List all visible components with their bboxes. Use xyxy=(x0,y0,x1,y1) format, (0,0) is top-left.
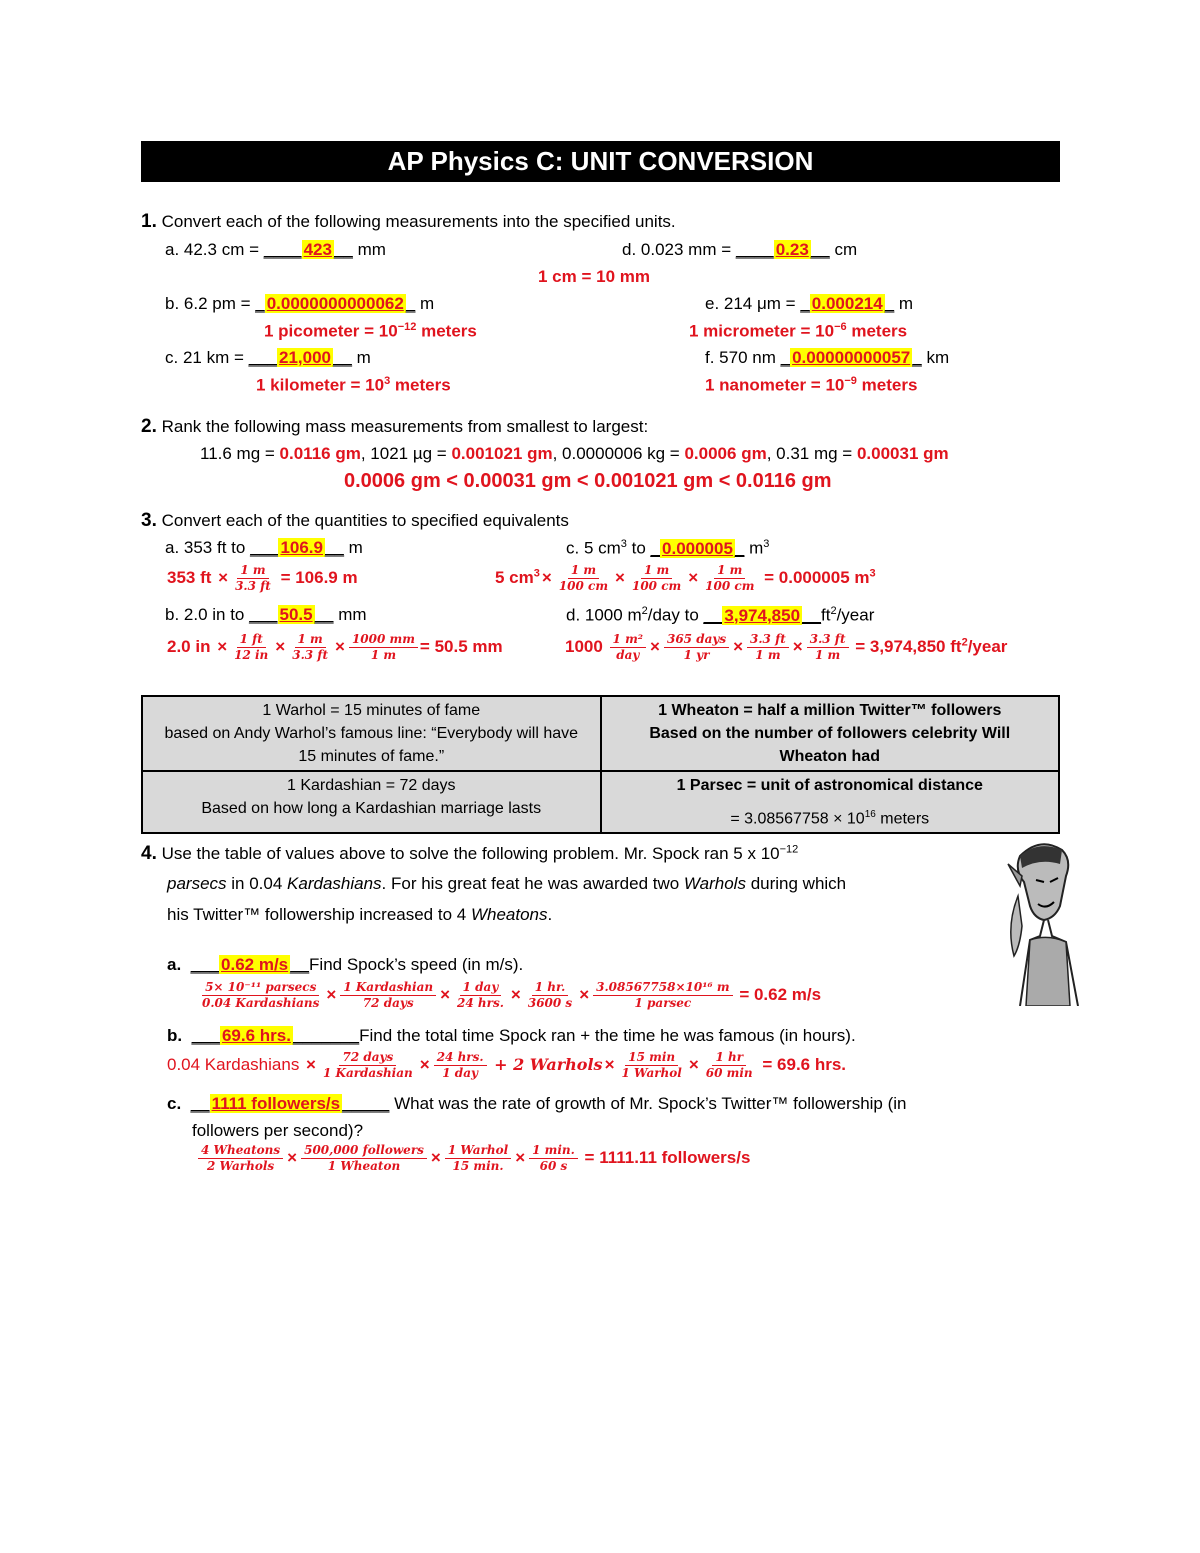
q4-line2-text: in 0.04 xyxy=(226,874,288,893)
frac-num: 15 min xyxy=(625,1050,678,1066)
fraction xyxy=(629,563,684,594)
frac-num: 1 m xyxy=(714,563,745,579)
fraction xyxy=(593,980,732,1011)
q4-line2-text3: during which xyxy=(745,874,847,893)
q1a-label: a. 42.3 cm = xyxy=(165,240,264,259)
q4-line1 xyxy=(141,843,798,865)
frac-num: 5× 10⁻¹¹ parsecs xyxy=(202,980,319,996)
q3c-work-end: = 0.000005 m xyxy=(759,567,870,587)
q4b-question: Find the total time Spock ran + the time he was famous (in hours). xyxy=(359,1026,856,1045)
q3a-work-end: = 106.9 m xyxy=(275,567,358,587)
table-cell-kardashian xyxy=(142,771,601,833)
q4b-work xyxy=(167,1050,846,1081)
q4a-work xyxy=(197,980,821,1011)
q1-note-nano-text: 1 nanometer = 10 xyxy=(705,375,845,395)
q4b-result: = 69.6 hrs. xyxy=(757,1054,847,1074)
q1b-label: b. 6.2 pm = xyxy=(165,294,256,313)
q2-item-sep: , xyxy=(766,444,777,463)
q3b-answer: 50.5 xyxy=(279,605,313,624)
q1a: a. 42.3 cm = ____ 423 __ mm xyxy=(165,240,386,259)
q2-number: 2. xyxy=(141,416,157,437)
q1c: c. 21 km = ___ 21,000 __ m xyxy=(165,348,371,367)
q3d-label-sup: 2 xyxy=(641,605,648,617)
frac-den: 1 Kardashian xyxy=(322,1066,413,1080)
wheaton-note: Based on the number of followers celebrity Will Wheaton had xyxy=(649,725,1011,765)
frac-den: 60 min xyxy=(705,1066,753,1080)
table-cell-parsec xyxy=(601,771,1060,833)
parsec-value-unit: meters xyxy=(875,810,930,828)
q4a-question: Find Spock’s speed (in m/s). xyxy=(309,955,524,974)
q3b-unit: mm xyxy=(333,605,367,624)
q3b-label: b. 2.0 in to xyxy=(165,605,250,624)
frac-den: 100 cm xyxy=(705,579,755,593)
q1-note-kilo-unit: meters xyxy=(390,375,451,395)
q1-note-kilo-text: 1 kilometer = 10 xyxy=(256,375,385,395)
q3d-work-end2: /year xyxy=(967,636,1008,656)
fraction xyxy=(702,563,757,594)
q3c-work-end-sup: 3 xyxy=(869,567,876,580)
fraction xyxy=(289,632,331,663)
q3d-work-start: 1000 xyxy=(565,636,608,656)
q3c-label2: to xyxy=(626,538,651,558)
q4a-result: = 0.62 m/s xyxy=(734,984,822,1004)
q3c-unit: m xyxy=(744,538,764,558)
q1-note-kilo-exp: 3 xyxy=(384,375,391,387)
warhol-def: 1 Warhol = 15 minutes of fame xyxy=(262,702,481,719)
q3d-work-end: = 3,974,850 ft xyxy=(850,636,962,656)
times-sign: × xyxy=(419,1054,430,1074)
q4-kardashians: Kardashians xyxy=(287,874,382,893)
kardashian-note: Based on how long a Kardashian marriage lasts xyxy=(201,800,542,817)
q1d-answer: 0.23 xyxy=(775,240,809,259)
q4c: c. __ 1111 followers/s _____ What was the rate of growth of Mr. Spock’s Twitter™ followership (in xyxy=(167,1094,907,1113)
frac-num: 1 m² xyxy=(610,632,646,648)
q4b-label: b. xyxy=(167,1026,183,1045)
q2-item-sep: , xyxy=(552,444,563,463)
parsec-value xyxy=(610,803,1051,830)
fraction xyxy=(619,1050,685,1081)
q2-prompt xyxy=(141,416,648,438)
q4c-answer: 1111 followers/s xyxy=(211,1094,341,1113)
frac-den: 3.3 ft xyxy=(235,579,271,593)
q3d-unit2: /year xyxy=(836,605,875,625)
fraction xyxy=(198,1143,283,1174)
times-sign: × xyxy=(440,984,451,1004)
frac-num: 3.3 ft xyxy=(747,632,789,648)
q3c-label-sup: 3 xyxy=(620,538,627,550)
q4-warhols: Warhols xyxy=(683,874,746,893)
q3-number: 3. xyxy=(141,510,157,531)
frac-num: 72 days xyxy=(339,1050,396,1066)
fraction xyxy=(231,632,271,663)
frac-num: 1 m xyxy=(237,563,268,579)
fraction xyxy=(807,632,849,663)
fraction xyxy=(454,980,507,1011)
times-sign: × xyxy=(515,1147,526,1167)
q3b-work-end: = 50.5 mm xyxy=(419,636,503,656)
q3c-label: c. 5 cm xyxy=(566,538,621,558)
q1-note-cm: 1 cm = 10 mm xyxy=(538,267,650,286)
q1b-answer: 0.0000000000062 xyxy=(266,294,404,313)
frac-den: 60 s xyxy=(539,1159,568,1173)
q2-item-conv: 0.001021 gm xyxy=(451,444,553,463)
q3b-work-start: 2.0 in xyxy=(167,636,216,656)
q1-note-nano-unit: meters xyxy=(856,375,918,395)
q2-item-given: 0.0000006 kg = xyxy=(562,444,685,463)
q4-parsecs: parsecs xyxy=(167,874,227,893)
frac-num: 1 m xyxy=(295,632,326,648)
times-sign: × xyxy=(688,1054,699,1074)
q1b: b. 6.2 pm = _ 0.0000000000062 _ m xyxy=(165,294,435,313)
frac-num: 1 min. xyxy=(529,1143,578,1159)
fraction xyxy=(340,980,436,1011)
times-sign: × xyxy=(579,984,590,1004)
q4b-plus: + 2 Warhols xyxy=(488,1054,603,1074)
q3c-unit-sup: 3 xyxy=(763,538,770,550)
frac-den: 3600 s xyxy=(527,996,573,1010)
q2-item-sep: , xyxy=(360,444,371,463)
q4c-work xyxy=(196,1143,750,1174)
fraction xyxy=(349,632,418,663)
times-sign: × xyxy=(430,1147,441,1167)
fraction xyxy=(301,1143,427,1174)
frac-den: 1 m xyxy=(755,648,781,662)
q1e-label: e. 214 μm = xyxy=(705,294,801,313)
times-sign: × xyxy=(604,1054,615,1074)
frac-num: 4 Wheatons xyxy=(198,1143,283,1159)
q3c-answer: 0.000005 xyxy=(662,538,733,558)
fraction xyxy=(232,563,274,594)
fraction xyxy=(199,980,322,1011)
fraction xyxy=(525,980,575,1011)
q4-number: 4. xyxy=(141,843,157,864)
parsec-value-text: = 3.08567758 × 10 xyxy=(730,810,865,828)
frac-num: 3.08567758×10¹⁶ m xyxy=(593,980,732,996)
q1d-label: d. 0.023 mm = xyxy=(622,240,736,259)
fraction xyxy=(320,1050,416,1081)
frac-den: 24 hrs. xyxy=(457,996,504,1010)
q4c-label: c. xyxy=(167,1094,182,1113)
frac-num: 1 ft xyxy=(237,632,266,648)
q3b-work xyxy=(167,632,503,663)
q3d-work xyxy=(565,632,1007,663)
q4b: b. ___ 69.6 hrs. _______Find the total time Spock ran + the time he was famous (in hours). xyxy=(167,1026,856,1045)
q3d: d. 1000 $m^2$/day to __ 3,974,850 $\_\_ft^2$/year xyxy=(566,605,875,625)
q1-note-micro-exp: −6 xyxy=(834,321,847,333)
frac-den: 100 cm xyxy=(558,579,609,593)
q3d-label2: /day to xyxy=(647,605,704,625)
q3d-work-end-sup: 2 xyxy=(961,636,968,649)
frac-num: 3.3 ft xyxy=(807,632,849,648)
q1-note-micro-text: 1 micrometer = 10 xyxy=(689,321,835,341)
q1b-unit: m xyxy=(415,294,435,313)
frac-den: 12 in xyxy=(234,648,269,662)
table-cell-warhol xyxy=(142,696,601,771)
q3a: a. 353 ft to ___ 106.9 __ m xyxy=(165,538,363,557)
q1-note-micro-unit: meters xyxy=(846,321,908,341)
frac-den: 1 m xyxy=(370,648,397,662)
times-sign: × xyxy=(335,636,345,656)
q2-items xyxy=(200,444,949,464)
q3a-work xyxy=(167,563,358,594)
parsec-value-exp: 16 xyxy=(864,809,876,820)
fraction xyxy=(664,632,729,663)
times-sign: × xyxy=(792,636,803,656)
q2-item-given: 1021 µg = xyxy=(370,444,452,463)
q1-note-pico-unit: meters xyxy=(416,321,477,341)
q4c-question2: followers per second)? xyxy=(192,1121,364,1140)
q4c-question: What was the rate of growth of Mr. Spock’s Twitter™ followership (in xyxy=(389,1094,907,1113)
frac-num: 500,000 followers xyxy=(301,1143,427,1159)
q1-note-kilo xyxy=(256,375,451,396)
q2-prompt-text: Rank the following mass measurements from smallest to largest: xyxy=(161,417,649,436)
times-sign: × xyxy=(650,636,660,656)
q1-prompt-text: Convert each of the following measurements into the specified units. xyxy=(161,212,676,231)
q4c-result: = 1111.11 followers/s xyxy=(579,1147,751,1167)
q1c-answer: 21,000 xyxy=(279,348,331,367)
fraction xyxy=(445,1143,511,1174)
frac-den: 72 days xyxy=(362,996,414,1010)
q4a-answer: 0.62 m/s xyxy=(221,955,289,974)
q1f: f. 570 nm _ 0.00000000057 _ km xyxy=(705,348,950,367)
q1f-label: f. 570 nm xyxy=(705,348,781,367)
q1-prompt xyxy=(141,211,676,233)
spock-illustration xyxy=(1000,836,1088,1006)
kardashian-def: 1 Kardashian = 72 days xyxy=(286,777,456,794)
frac-den: day xyxy=(616,648,640,662)
frac-num: 1 Kardashian xyxy=(340,980,436,996)
q2-item-given: 0.31 mg = xyxy=(776,444,857,463)
fraction xyxy=(747,632,789,663)
times-sign: × xyxy=(688,567,699,587)
q4-line1-exp: −12 xyxy=(779,843,799,856)
q3d-label: d. 1000 m xyxy=(566,605,642,625)
q2-item-conv: 0.0116 gm xyxy=(279,444,361,463)
q3d-unit: ft xyxy=(820,605,831,625)
times-sign: × xyxy=(510,984,521,1004)
fraction xyxy=(434,1050,487,1081)
q3-prompt xyxy=(141,510,569,532)
times-sign: × xyxy=(275,636,286,656)
frac-num: 1 day xyxy=(460,980,502,996)
q3-prompt-text: Convert each of the quantities to specified equivalents xyxy=(161,511,569,530)
frac-den: 1 Warhol xyxy=(621,1066,682,1080)
frac-num: 365 days xyxy=(664,632,729,648)
q1-number: 1. xyxy=(141,211,157,232)
page-title: AP Physics C: UNIT CONVERSION xyxy=(141,141,1060,182)
times-sign: × xyxy=(217,636,228,656)
times-sign: × xyxy=(326,984,337,1004)
q1c-unit: m xyxy=(351,348,371,367)
q2-item-conv: 0.00031 gm xyxy=(856,444,949,463)
frac-num: 24 hrs. xyxy=(434,1050,487,1066)
table-cell-wheaton xyxy=(601,696,1060,771)
q1-note-nano xyxy=(705,375,917,396)
frac-num: 1000 mm xyxy=(349,632,418,648)
frac-den: 3.3 ft xyxy=(292,648,328,662)
q3c-work-sup: 3 xyxy=(533,567,540,580)
q1d-unit: cm xyxy=(829,240,858,259)
times-sign: × xyxy=(541,567,552,587)
q1f-answer: 0.00000000057 xyxy=(792,348,911,367)
q4a-label: a. xyxy=(167,955,182,974)
q1a-answer: 423 xyxy=(303,240,332,259)
q4-line3 xyxy=(167,905,552,925)
q1f-unit: km xyxy=(921,348,950,367)
q1-note-pico-exp: −12 xyxy=(397,321,417,333)
q1-note-micro xyxy=(689,321,907,342)
q4-line3-text: his Twitter™ followership increased to 4 xyxy=(167,905,471,924)
frac-num: 1 hr. xyxy=(532,980,569,996)
frac-num: 1 hr xyxy=(712,1050,746,1066)
parsec-def: 1 Parsec = unit of astronomical distance xyxy=(676,777,983,794)
q4a: a. ___ 0.62 m/s __Find Spock’s speed (in m/s). xyxy=(167,955,524,974)
q3a-work-start: 353 ft xyxy=(167,567,217,587)
q1e-answer: 0.000214 xyxy=(811,294,883,313)
fraction xyxy=(556,563,611,594)
times-sign: × xyxy=(218,567,229,587)
frac-den: 1 parsec xyxy=(634,996,692,1010)
conversion-table xyxy=(141,695,1060,834)
times-sign: × xyxy=(733,636,744,656)
frac-den: 1 day xyxy=(442,1066,478,1080)
q4b-answer: 69.6 hrs. xyxy=(221,1026,291,1045)
frac-den: 15 min. xyxy=(452,1159,504,1173)
times-sign: × xyxy=(306,1054,316,1074)
q2-ranking: 0.0006 gm < 0.00031 gm < 0.001021 gm < 0.0116 gm xyxy=(344,470,832,492)
q1e: e. 214 μm = _ 0.000214 _ m xyxy=(705,294,914,313)
frac-num: 1 m xyxy=(641,563,672,579)
q1d: d. 0.023 mm = ____ 0.23 __ cm xyxy=(622,240,858,259)
frac-num: 1 Warhol xyxy=(445,1143,511,1159)
q1-note-nano-exp: −9 xyxy=(844,375,857,387)
q1a-unit: mm xyxy=(352,240,386,259)
warhol-note: based on Andy Warhol’s famous line: “Everybody will have 15 minutes of fame.” xyxy=(164,725,579,765)
q2-item-given: 11.6 mg = xyxy=(200,444,280,463)
q4-line3-end: . xyxy=(547,905,553,924)
q3a-label: a. 353 ft to xyxy=(165,538,251,557)
q3a-unit: m xyxy=(343,538,363,557)
frac-den: 0.04 Kardashians xyxy=(202,996,320,1010)
q3c: c. 5 $cm^3$ to _ 0.000005 _ $m^3$ xyxy=(566,538,770,558)
q3b: b. 2.0 in to ___ 50.5 __ mm xyxy=(165,605,367,624)
q4-line1-text: Use the table of values above to solve the following problem. Mr. Spock ran 5 x 10 xyxy=(161,844,780,863)
frac-den: 1 yr xyxy=(683,648,710,662)
q2-item-conv: 0.0006 gm xyxy=(684,444,767,463)
q1c-label: c. 21 km = xyxy=(165,348,249,367)
q4-line2 xyxy=(167,874,846,894)
q1-note-pico-text: 1 picometer = 10 xyxy=(264,321,398,341)
frac-den: 2 Warhols xyxy=(207,1159,275,1173)
times-sign: × xyxy=(615,567,625,587)
frac-den: 100 cm xyxy=(631,579,682,593)
q1e-unit: m xyxy=(894,294,914,313)
q3d-unit-sup: 2 xyxy=(830,605,837,617)
q3c-work-start: 5 cm xyxy=(495,567,534,587)
frac-num: 1 m xyxy=(568,563,599,579)
q1-note-pico xyxy=(264,321,477,342)
q4-line2-text2: . For his great feat he was awarded two xyxy=(381,874,684,893)
q4-wheatons: Wheatons xyxy=(470,905,548,924)
fraction xyxy=(703,1050,756,1081)
fraction xyxy=(529,1143,578,1174)
q4b-start: 0.04 Kardashians xyxy=(167,1054,305,1074)
fraction xyxy=(610,632,646,663)
q3c-work xyxy=(495,563,876,594)
times-sign: × xyxy=(287,1147,298,1167)
q3a-answer: 106.9 xyxy=(280,538,323,557)
q3d-answer: 3,974,850 xyxy=(724,605,801,625)
frac-den: 1 Wheaton xyxy=(327,1159,401,1173)
wheaton-def: 1 Wheaton = half a million Twitter™ followers xyxy=(658,702,1002,719)
frac-den: 1 m xyxy=(815,648,841,662)
